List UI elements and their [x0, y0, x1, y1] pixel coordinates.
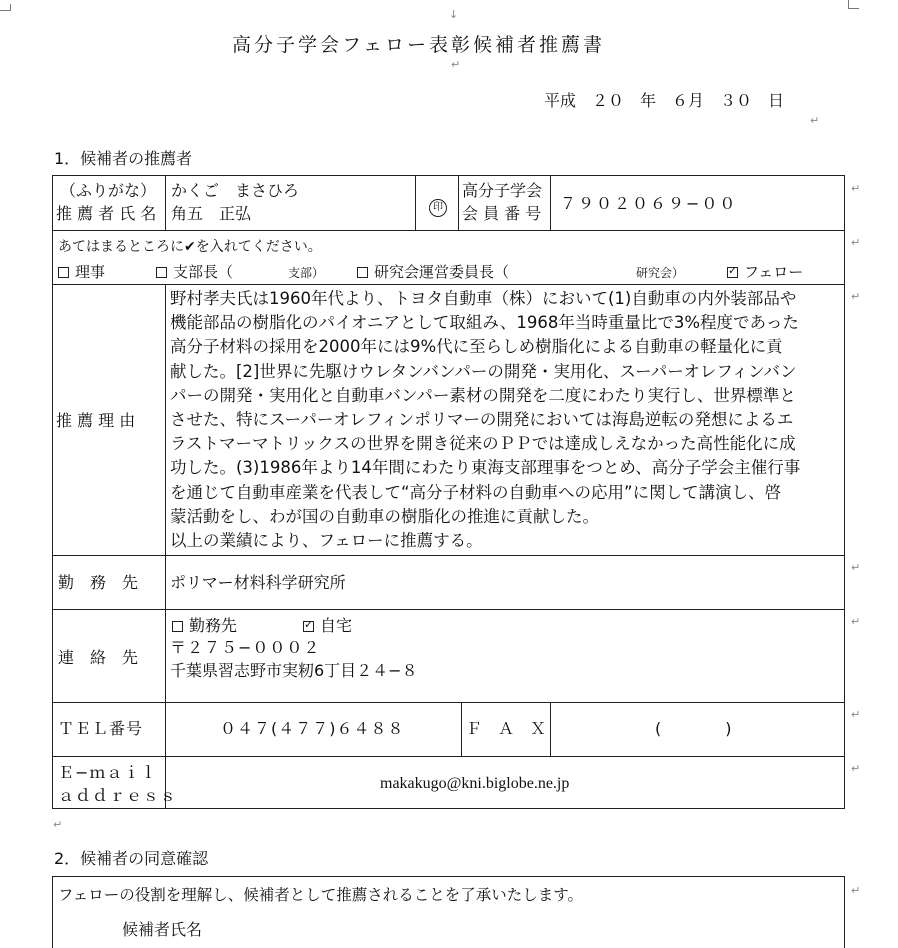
- member-label-2: 会 員 番 号: [462, 204, 542, 223]
- reason-label: 推 薦 理 由: [56, 411, 136, 430]
- recommender-furigana: かくご まさひろ: [171, 181, 300, 200]
- check-instruction: あてはまるところに✔を入れてください。: [58, 239, 322, 255]
- document-title: 高分子学会フェロー表彰候補者推薦書: [232, 34, 606, 56]
- checkbox-icon[interactable]: [58, 267, 69, 278]
- candidate-name-label: 候補者氏名: [122, 920, 203, 939]
- consent-text: フェローの役割を理解し、候補者として推薦されることを了承いたします。: [58, 886, 583, 904]
- contact-label: 連 絡 先: [58, 648, 139, 667]
- postal-code: 〒２７５−０００２: [170, 638, 321, 657]
- check-option-committee-chair[interactable]: 研究会運営委員長（: [357, 261, 509, 282]
- committee-suffix: 研究会）: [636, 266, 685, 280]
- reason-text: 野村孝夫氏は1960年代より、トヨタ自動車（株）において(1)自動車の内外装部品や 機能部品の樹脂化のパイオニアとして取組み、1968年当時重量比で3%程度であった 高分子材料の採用を2000年には9%代に至らしめ樹脂化による自動車の軽量化に貢 献した。[2]世界に先駆けウレタンバンパーの開発・実用化、スーパーオレフィンバン パーの開発・実用化と自動車バンパー素材の開発を二度にわたり実行し、世界標準と させた、特にスーパーオレフィンポリマーの開発においては海島逆転の発想によるエ ラストマーマトリックスの世界を開き従来のＰＰでは達成しえなかった高性能化に成 功した。(3)1986年より14年間にわたり東海支部理事をつとめ、高分子学会主催行事 を通じて自動車産業を代表して“高分子材料の自動車への応用”に関して講演し、啓 蒙活動をし、わが国の自動車の樹脂化の推進に貢献した。 以上の業績により、フェローに推薦する。: [170, 289, 801, 551]
- checkbox-icon[interactable]: [172, 621, 183, 632]
- date: 平成 ２０ 年 ６月 ３０ 日: [544, 91, 785, 110]
- email-label-2: ａｄｄｒｅｓｓ: [58, 786, 178, 805]
- email-label-1: Ｅ−ｍａｉｌ: [58, 763, 158, 782]
- recommender-name-label: 推 薦 者 氏 名: [56, 204, 157, 223]
- workplace-value: ポリマー材料科学研究所: [170, 573, 346, 592]
- checked-checkbox-icon[interactable]: [303, 621, 314, 632]
- checkbox-icon[interactable]: [357, 267, 368, 278]
- member-label-1: 高分子学会: [462, 181, 543, 200]
- fax-label: Ｆ Ａ Ｘ: [466, 719, 547, 738]
- check-option-branch-chair[interactable]: 支部長（: [156, 261, 233, 282]
- tel-label: ＴＥＬ番号: [58, 719, 144, 738]
- furigana-label: （ふりがな）: [60, 181, 157, 200]
- seal-icon: 印: [429, 199, 447, 217]
- checked-checkbox-icon[interactable]: [727, 267, 738, 278]
- workplace-label: 勤 務 先: [58, 573, 139, 592]
- checkbox-icon[interactable]: [156, 267, 167, 278]
- contact-option-work[interactable]: 勤務先: [172, 613, 237, 636]
- recommender-name: 角五 正弘: [171, 204, 252, 223]
- address: 千葉県習志野市実籾6丁目２４−８: [170, 661, 418, 680]
- member-number: ７９０２０６９−００: [560, 194, 738, 213]
- section-1-heading: 1．候補者の推薦者: [54, 149, 193, 168]
- section-2-heading: 2．候補者の同意確認: [54, 849, 209, 868]
- check-option-director[interactable]: 理事: [58, 261, 105, 282]
- fax-value: ( ): [655, 719, 732, 738]
- contact-option-home[interactable]: ✓ 自宅: [303, 613, 352, 636]
- email-value[interactable]: makakugo@kni.biglobe.ne.jp: [380, 775, 570, 792]
- check-option-fellow[interactable]: ✓ フェロー: [727, 261, 803, 282]
- tel-value: ０４７(４７７)６４８８: [220, 719, 405, 738]
- branch-suffix: 支部）: [288, 266, 325, 280]
